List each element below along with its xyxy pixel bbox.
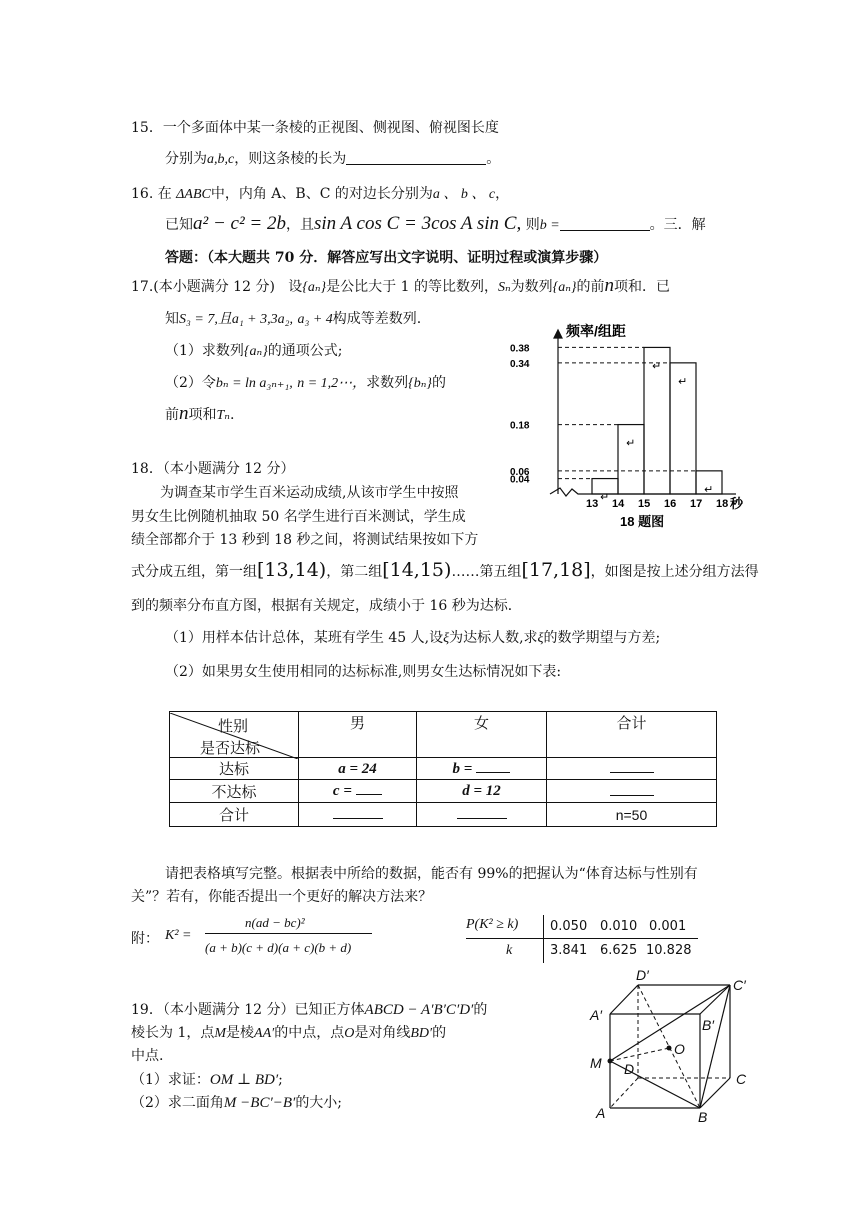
x-tick-label: 17 [690, 498, 703, 510]
q16-equation: a² − c² = 2b [193, 213, 286, 234]
corner-top-label: 性别 [218, 717, 249, 735]
seq-tn: Tₙ [216, 408, 230, 423]
q19-line2 [131, 1022, 446, 1042]
q19-text: 是棱 [226, 1025, 255, 1041]
sides-vars: a 、 b 、 c [432, 187, 496, 202]
cell-c [299, 780, 417, 803]
b-label: b = [452, 760, 473, 777]
formula-denominator: (a + b)(c + d)(a + c)(b + d) [205, 940, 352, 955]
q16-equation: sin A cos C = 3cos A sin C, [313, 213, 522, 234]
c-label: c = [332, 783, 352, 799]
histogram-chart [500, 318, 760, 528]
q19-text: 是对角线 [354, 1025, 411, 1041]
q19-math: M −BC′−B′ [223, 1095, 296, 1111]
q18-after2: 关”？若有，你能否提出一个更好的解决方法来？ [131, 889, 433, 905]
q19-text: 的中点，点 [274, 1025, 345, 1041]
x-unit-label: 秒 [730, 496, 744, 511]
q18-part1 [165, 627, 660, 647]
q17-part2 [165, 372, 446, 392]
q17-part2-cont [165, 403, 234, 425]
cell-total-male [299, 803, 417, 827]
q18-text: 的数学期望与方差; [543, 630, 661, 646]
q15-text: 分别为 [165, 151, 207, 167]
histogram-bar [618, 425, 644, 494]
edge-cb [700, 1078, 730, 1108]
q19-text: 的 [473, 1002, 488, 1018]
q19-math: OM ⊥ BD′ [209, 1072, 279, 1088]
x-tick-label: 16 [664, 498, 677, 510]
header-female: 女 [417, 712, 547, 758]
p-value: 0.010 [600, 919, 638, 934]
label-a1: A′ [590, 1007, 602, 1023]
b-var: b = [539, 218, 560, 233]
q18-line3: 绩全部都介于 13 秒到 18 秒之间，将测试结果按如下方 [131, 532, 479, 548]
y-tick-label: 0.06 [510, 466, 530, 478]
cell-n-total: n=50 [547, 803, 717, 827]
q18-text: ，第二组 [326, 564, 383, 580]
seq-bn: {bₙ} [408, 376, 433, 391]
cube-name: ABCD − A′B′C′D′ [364, 1002, 474, 1018]
figure-caption: 18 题图 [620, 514, 665, 528]
q17-text: 前 [165, 407, 179, 423]
blank-total-female[interactable] [457, 818, 507, 819]
label-d: D [624, 1061, 635, 1077]
q16-text: 。三．解 [649, 217, 706, 233]
q17-part1 [165, 340, 343, 360]
d-value: d = 12 [462, 783, 501, 799]
q18-line5: 到的频率分布直方图，根据有关规定，成绩小于 16 秒为达标． [131, 598, 522, 614]
q19-part1 [131, 1069, 283, 1089]
q18-text: 为达标人数,求 [449, 630, 538, 646]
contingency-table [169, 711, 717, 827]
n-var: n [179, 403, 189, 424]
q17-math: S₃ = 7,且a₁ + 3,3a₂, [179, 312, 293, 327]
y-axis-arrow [554, 330, 562, 338]
q17-text: 设 [288, 279, 303, 295]
label-b1: B′ [702, 1017, 714, 1033]
q17-math: n = 1,2⋯， [297, 376, 367, 391]
x-tick-label: 13 [586, 498, 599, 510]
cube-figure [580, 968, 760, 1128]
cell-total-fail [547, 780, 717, 803]
q19-text: 19．（本小题满分 12 分）已知正方体 [131, 1002, 365, 1018]
q17-text: 求数列 [366, 375, 409, 391]
triangle-symbol: ΔABC [176, 187, 211, 202]
formula-lhs: K² = [165, 928, 192, 943]
seq-an: {aₙ} [243, 344, 268, 359]
q17-math: bₙ = ln a₃ₙ₊₁, [215, 376, 293, 391]
header-male: 男 [299, 712, 417, 758]
label-m: M [590, 1055, 602, 1071]
hidden-edge-da [610, 1078, 638, 1108]
point-m: M [214, 1026, 227, 1041]
blank-c[interactable] [356, 794, 382, 795]
edge-b1c1 [700, 985, 730, 1014]
q16-line2 [165, 213, 706, 235]
cell-a [299, 758, 417, 780]
y-tick-label: 0.38 [510, 343, 530, 355]
hidden-mo [610, 1048, 669, 1061]
answer-blank[interactable] [560, 216, 650, 231]
point-m-dot [608, 1059, 613, 1064]
label-c1: C′ [733, 977, 746, 993]
a-value: a = 24 [338, 760, 377, 777]
seq-an: {aₙ} [302, 280, 327, 295]
blank-total-male[interactable] [333, 818, 383, 819]
header-total: 合计 [547, 712, 717, 758]
q15-text: 。 [486, 151, 501, 167]
q16-text: 则 [525, 217, 540, 233]
q16-text: 已知 [165, 217, 193, 233]
q19-text: 棱长为 1，点 [131, 1025, 215, 1041]
corner-cell [170, 712, 299, 758]
q17-text: 项和．已 [614, 279, 671, 295]
q18-after1: 请把表格填写完整。根据表中所给的数据，能否有 99%的把握认为“体育达标与性别有 [165, 866, 698, 882]
q19-text: （1）求证： [131, 1072, 210, 1088]
q19-line3: 中点. [131, 1048, 164, 1064]
q17-text: （2）令 [165, 375, 216, 391]
row-label-pass: 达标 [170, 758, 299, 780]
p-value: 0.050 [550, 919, 588, 934]
fraction-bar [205, 933, 372, 934]
label-c: C [736, 1071, 747, 1087]
q15-text: ，则这条棱的长为 [234, 151, 347, 167]
q18-text: 式分成五组，第一组 [131, 564, 257, 580]
y-tick-label: 0.34 [510, 358, 530, 370]
label-o: O [674, 1041, 685, 1057]
q19-text: ; [278, 1072, 283, 1088]
q19-text: 的大小; [295, 1095, 343, 1111]
q19-text: 的 [432, 1025, 447, 1041]
k-value: 3.841 [550, 943, 588, 958]
blank-total-pass[interactable] [610, 772, 654, 773]
row-label-total: 合计 [170, 803, 299, 827]
q16-line1 [131, 183, 509, 203]
q17-text: 的通项公式; [267, 343, 343, 359]
k-table [466, 915, 698, 963]
cell-b [417, 758, 547, 780]
xi-var: ξ [537, 631, 544, 646]
section-header: 答题：（本大题共 70 分．解答应写出文字说明、证明过程或演算步骤） [165, 250, 608, 266]
cell-d [417, 780, 547, 803]
appendix-label: 附： [131, 931, 159, 947]
return-mark: ↵ [600, 491, 610, 504]
k-label: k [506, 943, 513, 958]
q17-text: . [229, 407, 235, 423]
group-interval: [17,18] [521, 559, 591, 581]
k-value: 6.625 [600, 943, 638, 958]
q16-text: ，且 [285, 217, 314, 233]
group-interval: [14,15) [382, 559, 452, 581]
q18-text: （1）用样本估计总体，某班有学生 45 人,设 [165, 630, 444, 646]
group-interval: [13,14) [257, 559, 327, 581]
formula-numerator: n(ad − bc)² [245, 915, 305, 930]
q15-line2 [165, 148, 500, 168]
y-tick-label: 0.18 [510, 420, 530, 432]
blank-total-fail[interactable] [610, 795, 654, 796]
q17-text: 项和 [188, 407, 217, 423]
q15-line1: 15．一个多面体中某一条棱的正视图、侧视图、俯视图长度 [131, 120, 499, 136]
seq-an: {aₙ} [552, 280, 577, 295]
q15-vars: a,b,c [207, 152, 235, 167]
diagonal-bd: BD′ [410, 1026, 433, 1041]
x-tick-label: 18 [716, 498, 729, 510]
q17-math: a₃ + 4 [297, 312, 333, 327]
cell-total-pass [547, 758, 717, 780]
label-a: A [596, 1105, 606, 1121]
corner-bottom-label: 是否达标 [200, 739, 261, 757]
q18-line2: 男女生比例随机抽取 50 名学生进行百米测试，学生成 [131, 509, 466, 525]
q17-text: 是公比大于 1 的等比数列， [326, 279, 498, 295]
label-b: B [698, 1109, 708, 1125]
answer-blank[interactable] [346, 150, 486, 165]
row-label-fail: 不达标 [170, 780, 299, 803]
q17-text: 为数列 [510, 279, 553, 295]
k-value: 10.828 [646, 943, 692, 958]
q18-text: ……第五组 [451, 564, 522, 580]
xi-var: ξ [443, 631, 450, 646]
q18-text: ，如图是按上述分组方法得 [590, 564, 759, 580]
return-mark: ↵ [678, 375, 688, 388]
q17-line1 [131, 275, 670, 297]
n-var: n [604, 275, 615, 296]
point-o-dot [667, 1046, 672, 1051]
q16-text: ， [495, 186, 510, 202]
seq-sn: Sₙ [497, 280, 511, 295]
blank-b[interactable] [476, 772, 510, 773]
point-o: O [344, 1026, 355, 1041]
q17-text: 知 [165, 311, 179, 327]
diag-bc1 [700, 985, 730, 1108]
cell-total-female [417, 803, 547, 827]
q17-head: 17.(本小题满分 12 分) [131, 279, 275, 295]
return-mark: ↵ [626, 437, 636, 450]
q17-line2 [165, 308, 421, 328]
return-mark: ↵ [704, 483, 714, 496]
x-tick-label: 14 [612, 498, 625, 510]
q17-text: （1）求数列 [165, 343, 244, 359]
x-tick-label: 15 [638, 498, 651, 510]
q19-line1 [131, 999, 487, 1019]
label-d1: D′ [636, 968, 649, 983]
q17-text: 构成等差数列. [332, 311, 422, 327]
q16-text: 16. 在 [131, 186, 172, 202]
q18-part2: （2）如果男女生使用相同的达标标准,则男女生达标情况如下表: [165, 664, 562, 680]
q18-line1: 为调查某市学生百米运动成绩,从该市学生中按照 [160, 485, 459, 501]
p-label: P(K² ≥ k) [466, 917, 519, 932]
edge-aa: AA′ [254, 1026, 275, 1041]
return-mark: ↵ [652, 360, 662, 373]
q19-part2 [131, 1092, 342, 1112]
q17-text: 的 [432, 375, 447, 391]
q17-text: 的前 [576, 279, 605, 295]
q18-head: 18．（本小题满分 12 分） [131, 461, 295, 477]
y-tick-label: 0.04 [510, 474, 530, 486]
edge-a1d1 [610, 985, 638, 1014]
y-axis-label: 频率/组距 [566, 323, 626, 339]
q16-text: 中，内角 A、B、C 的对边长分别为 [210, 186, 433, 202]
q18-line4 [131, 559, 759, 581]
p-value: 0.001 [649, 919, 687, 934]
q19-text: （2）求二面角 [131, 1095, 224, 1111]
